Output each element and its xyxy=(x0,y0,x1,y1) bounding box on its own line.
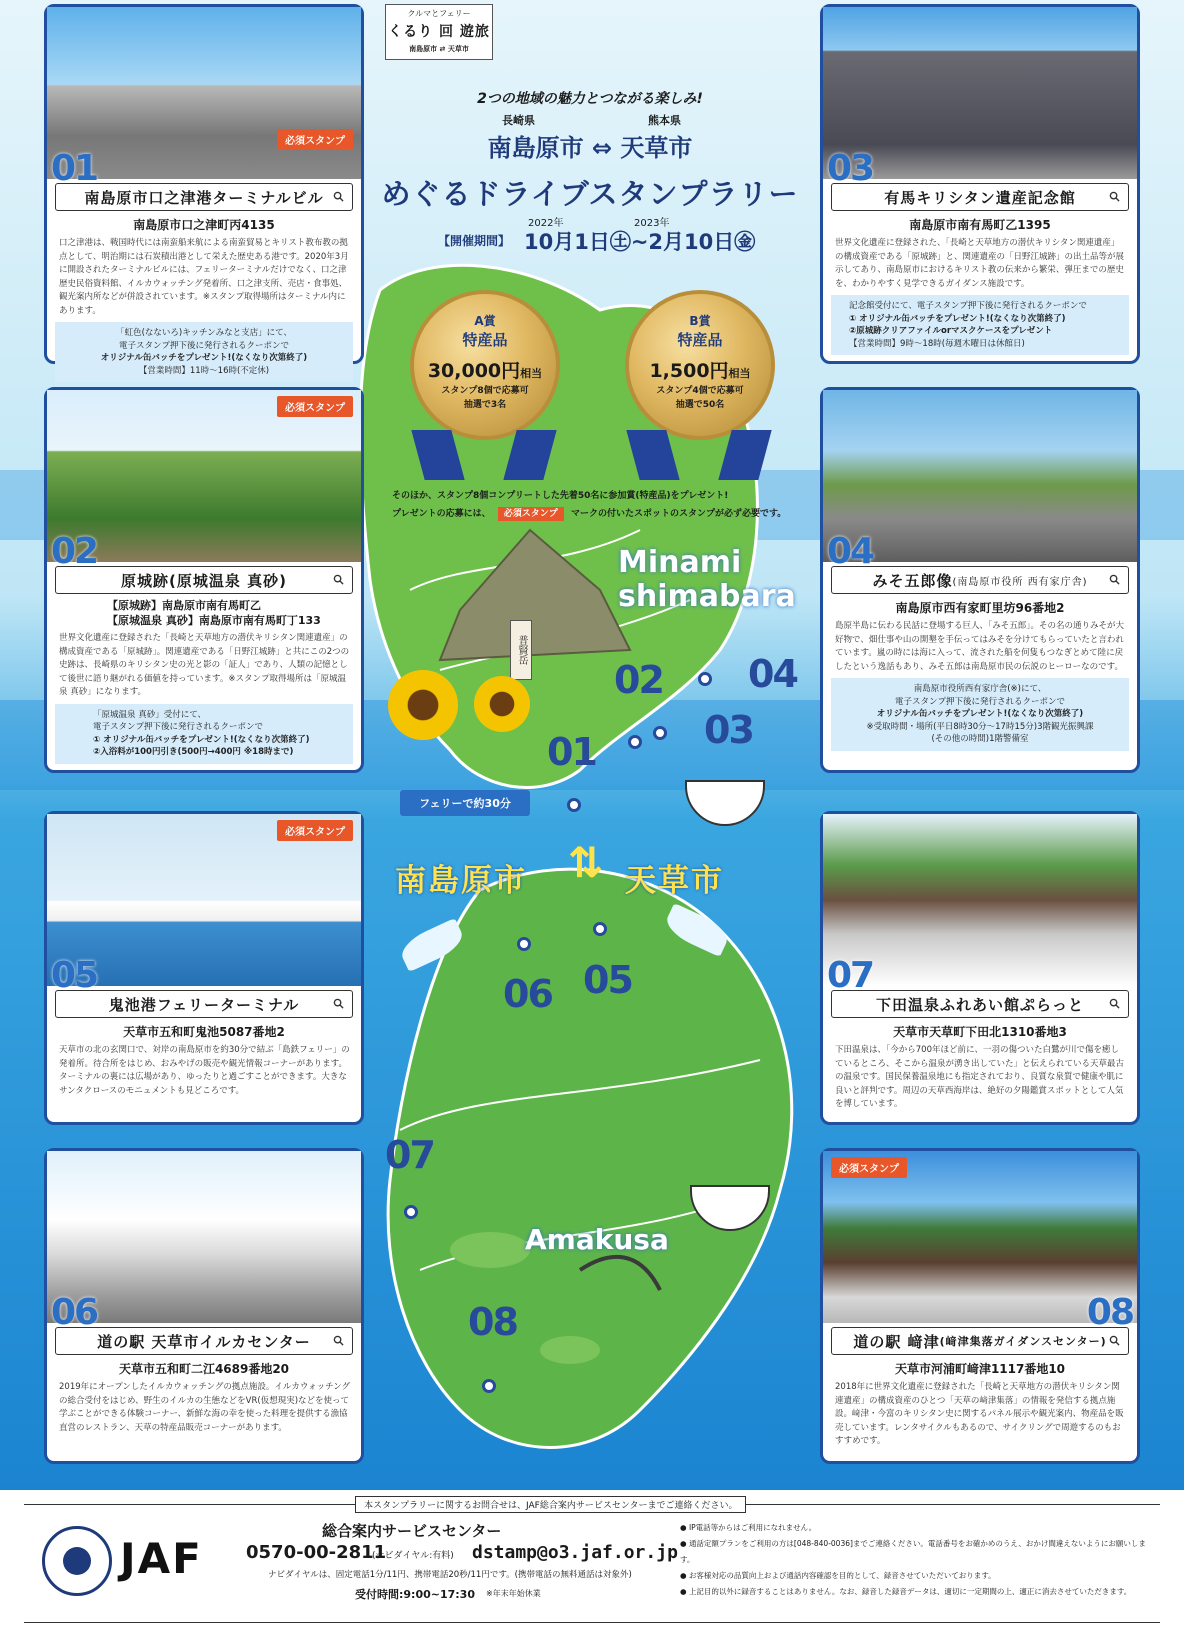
spot-card-02[interactable] xyxy=(44,387,364,773)
note-line-1: そのほか、スタンプ8個コンプリートした先着50名に参加賞(特産品)をプレゼント! xyxy=(392,491,729,501)
coupon-box xyxy=(831,295,1129,355)
map-pin-06[interactable] xyxy=(517,937,531,951)
prize-amount: 1,500円相当 xyxy=(649,360,751,382)
spot-description: 下田温泉は、「今から700年ほど前に、一羽の傷ついた白鷺が川で傷を癒しているところ、そこから温泉が湧き出していた」と伝えられている天草最古の温泉です。国民保養温泉地にも指定されており、良質な泉質で健康や肌に良いと評判です。周辺の天草西海岸は、絶好の夕陽鑑賞スポットとして人気を博しています。 xyxy=(835,1045,1125,1109)
footer-bullet: ● IP電話等からはご利用になれません。 xyxy=(680,1523,817,1532)
event-period: 10月1日㊏~2月10日㊎ xyxy=(524,230,756,254)
search-icon[interactable] xyxy=(333,191,344,202)
map-label-02[interactable]: 02 xyxy=(614,658,663,702)
pref-left: 長崎県 xyxy=(502,114,535,127)
region-label-amakusa: Amakusa xyxy=(525,1223,669,1256)
spot-photo xyxy=(823,1151,1137,1333)
spot-name-text: 鬼池港フェリーターミナル xyxy=(108,995,300,1014)
search-icon[interactable] xyxy=(1109,574,1120,585)
spot-number: 06 xyxy=(51,1292,98,1333)
spot-number: 02 xyxy=(51,531,98,572)
spot-card-07[interactable] xyxy=(820,811,1140,1125)
spot-card-06[interactable] xyxy=(44,1148,364,1464)
mountain-sign: 普賢岳 xyxy=(510,620,532,680)
prize-condition: スタンプ4個で応募可 xyxy=(656,386,744,396)
coupon-line: 【営業時間】9時～18時(毎週木曜日は休館日) xyxy=(849,338,1025,349)
search-icon[interactable] xyxy=(333,574,344,585)
map-pin-05[interactable] xyxy=(593,922,607,936)
footer-notice: 本スタンプラリーに関するお問合せは、JAF総合案内サービスセンターまでご連絡ください。 xyxy=(355,1496,746,1513)
spot-name[interactable] xyxy=(831,183,1129,211)
map-pin-08[interactable] xyxy=(482,1379,496,1393)
coupon-line: 【営業時間】11時～16時(不定休) xyxy=(138,365,270,376)
city-label-amakusa: 天草市 xyxy=(625,863,724,899)
spot-name[interactable] xyxy=(55,566,353,594)
spot-name-sub: (南島原市役所 西有家庁舎) xyxy=(952,576,1088,588)
coupon-line: 電子スタンプ押下後に発行されるクーポンで xyxy=(118,340,289,351)
coupon-line: ②入浴料が100円引き(500円→400円 ※18時まで) xyxy=(93,747,294,757)
spot-name-text: 南島原市口之津港ターミナルビル xyxy=(84,188,324,207)
coupon-line: オリジナル缶バッチをプレゼント!(なくなり次第終了) xyxy=(876,709,1084,719)
map-label-07[interactable]: 07 xyxy=(385,1133,434,1177)
spot-card-05[interactable] xyxy=(44,811,364,1125)
prize-b-medal xyxy=(625,290,775,440)
spot-photo xyxy=(47,814,361,996)
must-stamp-badge: 必須スタンプ xyxy=(277,396,353,417)
map-pin-07[interactable] xyxy=(404,1205,418,1219)
coupon-line: ②原城跡クリアファイルorマスクケースをプレゼント xyxy=(849,326,1053,336)
service-center: 総合案内サービスセンター xyxy=(322,1522,502,1540)
spot-address: 天草市五和町鬼池5087番地2 xyxy=(123,1025,285,1039)
spot-photo xyxy=(47,390,361,572)
exchange-arrows-icon: ⇅ xyxy=(568,838,604,887)
spot-description: 世界文化遺産に登録された、「長崎と天草地方の潜伏キリシタン関連遺産」の構成資産である「原城跡」と、関連遺産の「日野江城跡」の出土品等が展示してあり、南島原市におけるキリスト教の伝来から繁栄、弾圧までの歴史を、わかりやすく見学できるガイダンス施設です。 xyxy=(835,238,1125,289)
fee-note: ナビダイヤルは、固定電話1分/11円、携帯電話20秒/11円です。(携帯電話の無料通話は対象外) xyxy=(268,1570,632,1580)
reception-hours: 受付時間:9:00~17:30 xyxy=(355,1588,475,1601)
coupon-line: 記念館受付にて、電子スタンプ押下後に発行されるクーポンで xyxy=(849,301,1087,311)
spot-name[interactable] xyxy=(55,183,353,211)
spot-card-08[interactable] xyxy=(820,1148,1140,1464)
spot-card-04[interactable] xyxy=(820,387,1140,773)
spot-number: 08 xyxy=(1086,1292,1133,1333)
spot-address: 南島原市口之津町丙4135 xyxy=(133,218,275,232)
prize-label: A賞 xyxy=(474,314,496,328)
spot-name[interactable] xyxy=(55,1327,353,1355)
prize-label: B賞 xyxy=(689,314,711,328)
spot-address: 南島原市西有家町里坊96番地2 xyxy=(895,601,1065,615)
map-label-01[interactable]: 01 xyxy=(547,730,596,774)
pref-right: 熊本県 xyxy=(648,114,681,127)
spot-number: 01 xyxy=(51,148,98,189)
map-pin-01[interactable] xyxy=(567,798,581,812)
spot-address: 【原城跡】南島原市南有馬町乙 xyxy=(107,599,261,612)
search-icon[interactable] xyxy=(333,1335,344,1346)
prize-amount: 30,000円相当 xyxy=(427,360,543,382)
spot-address: 南島原市南有馬町乙1395 xyxy=(909,218,1051,232)
logo-sub-text: 南島原市 ⇄ 天草市 xyxy=(409,45,469,53)
spot-number: 04 xyxy=(827,531,874,572)
footer-bullet: ● お客様対応の品質向上および通話内容確認を目的として、録音させていただいております。 xyxy=(680,1571,996,1580)
must-stamp-badge: 必須スタンプ xyxy=(831,1157,907,1178)
spot-description: 2018年に世界文化遺産に登録された「長崎と天草地方の潜伏キリシタン関連遺産」の構成資産のひとつ「天草の﨑津集落」の情報を発信する拠点施設。﨑津・今富のキリシタン史に関するパネル展示や観光案内、物産品を販売しています。レンタサイクルもあるので、サイクリングで周遊するのもおすすめです。 xyxy=(835,1382,1124,1446)
coupon-line: ① オリジナル缶バッチをプレゼント!(なくなり次第終了) xyxy=(849,313,1066,324)
map-label-05[interactable]: 05 xyxy=(583,958,632,1002)
map-pin-03[interactable] xyxy=(653,726,667,740)
logo-main-text: くるり 回 遊旅 xyxy=(388,24,490,40)
coupon-line: 「原城温泉 真砂」受付にて、 xyxy=(93,709,207,720)
prize-a-medal xyxy=(410,290,560,440)
search-icon[interactable] xyxy=(1109,191,1120,202)
campaign-logo xyxy=(385,4,493,60)
tagline: 2つの地域の魅力とつながる楽しみ! xyxy=(477,91,703,107)
spot-description: 2019年にオープンしたイルカウォッチングの拠点施設。イルカウォッチングの総合受付をはじめ、野生のイルカの生態などをVR(仮想現実)などを使って学ぶことができる体験コーナー、新鮮な海の幸を使った料理を提供する漁協直営のレストラン、天草の特産品販売コーナーがあります。 xyxy=(59,1382,351,1433)
spot-name-text: 有馬キリシタン遺産記念館 xyxy=(884,188,1076,207)
prize-winners: 抽選で3名 xyxy=(463,400,507,410)
spot-photo xyxy=(47,7,361,189)
map-label-06[interactable]: 06 xyxy=(503,972,552,1016)
ferry-route-banner: フェリーで約30分 xyxy=(400,790,530,816)
hours-note: ※年末年始休業 xyxy=(486,1589,541,1598)
footer-bottom-line xyxy=(24,1622,1160,1623)
map-label-04[interactable]: 04 xyxy=(748,652,797,696)
period-label: 【開催期間】 xyxy=(438,234,511,248)
spot-address: 【原城温泉 真砂】南島原市南有馬町丁133 xyxy=(107,614,321,627)
coupon-line: 電子スタンプ押下後に発行されるクーポンで xyxy=(894,696,1065,707)
spot-number: 07 xyxy=(827,955,874,996)
phone-note: (ナビダイヤル:有料) xyxy=(372,1551,454,1561)
spot-name[interactable] xyxy=(55,990,353,1018)
spot-number: 03 xyxy=(827,148,874,189)
coupon-line: 「虹色(なないろ)キッチンみなと支店」にて、 xyxy=(116,328,292,338)
map-label-08[interactable]: 08 xyxy=(468,1300,517,1344)
coupon-line: 南島原市役所西有家庁舎(※)にて、 xyxy=(913,684,1047,694)
spot-description: 世界文化遺産に登録された「長崎と天草地方の潜伏キリシタン関連遺産」の構成資産である「原城跡」。関連遺産である「日野江城跡」と共にこの2つの史跡は、長崎県のキリシタン史の光と影の「証人」であり、人類の記憶として後世に語り継がれる価値を持っています。※スタンプ取得場所は「原城温泉 真砂」になります。 xyxy=(59,633,350,697)
spot-photo xyxy=(823,814,1137,996)
spot-name-text: 下田温泉ふれあい館ぷらっと xyxy=(875,995,1084,1014)
note-text: マークの付いたスポットのスタンプが必ず必要です。 xyxy=(570,509,787,519)
spot-card-01[interactable] xyxy=(44,4,364,376)
prize-winners: 抽選で50名 xyxy=(675,400,725,410)
coupon-line: オリジナル缶バッチをプレゼント!(なくなり次第終了) xyxy=(100,353,308,363)
spot-name-text: 道の駅 天草市イルカセンター xyxy=(97,1332,311,1351)
search-icon[interactable] xyxy=(333,998,344,1009)
spot-address: 天草市天草町下田北1310番地3 xyxy=(893,1025,1067,1039)
coupon-line: ※受取時間・場所(平日8時30分～17時15分)3階観光振興課 xyxy=(866,721,1094,732)
sunflower-icon xyxy=(388,670,458,740)
footer xyxy=(0,1490,1184,1629)
jaf-emblem-icon xyxy=(42,1526,112,1596)
spot-photo xyxy=(823,390,1137,572)
search-icon[interactable] xyxy=(1109,998,1120,1009)
coupon-box xyxy=(55,322,353,382)
coupon-line: (その他の時間)1階警備室 xyxy=(931,734,1029,744)
spot-name[interactable] xyxy=(831,990,1129,1018)
cities-title: 南島原市 ⇔ 天草市 xyxy=(487,134,693,162)
spot-name[interactable] xyxy=(831,566,1129,594)
must-stamp-badge: 必須スタンプ xyxy=(277,820,353,841)
coupon-box xyxy=(831,678,1129,751)
footer-bullet: ● 上記目的以外に録音することはありません。なお、録音した録音データは、適切に一定期間の上、適正に消去させていただきます。 xyxy=(680,1587,1132,1596)
prize-item: 特産品 xyxy=(462,331,508,349)
spot-photo xyxy=(823,7,1137,189)
page-title: めぐるドライブスタンプラリー xyxy=(381,177,799,211)
prize-item: 特産品 xyxy=(677,331,723,349)
logo-top-text: クルマとフェリー xyxy=(407,9,471,18)
spot-name-text: 道の駅 﨑津 xyxy=(853,1332,940,1351)
spot-name-sub: (﨑津集落ガイダンスセンター) xyxy=(939,1335,1107,1348)
map-pin-02[interactable] xyxy=(628,735,642,749)
sunflower-icon xyxy=(474,676,530,732)
spot-address: 天草市五和町二江4689番地20 xyxy=(118,1362,290,1376)
email-address[interactable]: dstamp@o3.jaf.or.jp xyxy=(472,1542,678,1563)
note-line-2 xyxy=(392,506,786,519)
search-icon[interactable] xyxy=(1109,1335,1120,1346)
map-pin-04[interactable] xyxy=(698,672,712,686)
spot-name[interactable] xyxy=(831,1327,1129,1355)
spot-photo xyxy=(47,1151,361,1333)
year-start: 2022年 xyxy=(528,218,564,229)
footer-bullets xyxy=(680,1520,1160,1600)
spot-name-text: みそ五郎像 xyxy=(872,571,953,590)
must-stamp-badge: 必須スタンプ xyxy=(498,507,564,521)
map-label-03[interactable]: 03 xyxy=(704,708,753,752)
spot-name-text: 原城跡(原城温泉 真砂) xyxy=(121,571,287,590)
year-end: 2023年 xyxy=(634,218,670,229)
coupon-box xyxy=(55,704,353,764)
phone-number[interactable]: 0570-00-2811 xyxy=(246,1542,387,1563)
note-text: プレゼントの応募には、 xyxy=(392,509,491,519)
city-label-minamishimabara: 南島原市 xyxy=(395,863,527,899)
coupon-line: ① オリジナル缶バッチをプレゼント!(なくなり次第終了) xyxy=(93,734,310,745)
jaf-logo: JAF xyxy=(120,1534,203,1583)
spot-address: 天草市河浦町﨑津1117番地10 xyxy=(894,1362,1066,1376)
prize-condition: スタンプ8個で応募可 xyxy=(441,386,529,396)
spot-number: 05 xyxy=(51,955,98,996)
must-stamp-badge: 必須スタンプ xyxy=(277,129,353,150)
footer-bullet: ● 通話定額プランをご利用の方は[048-840-0036]までご連絡ください。電話番号をお確かめのうえ、おかけ間違えないようにお願いします。 xyxy=(680,1539,1146,1564)
coupon-line: 電子スタンプ押下後に発行されるクーポンで xyxy=(93,722,264,732)
spot-card-03[interactable] xyxy=(820,4,1140,364)
spot-description: 口之津港は、戦国時代には南蛮船来航による南蛮貿易とキリスト教布教の拠点として、明治期には石炭積出港として栄えた歴史ある港です。2020年3月に開設されたターミナルビルには、フェリーターミナルだけでなく、口之津歴史民俗資料館、イルカウォッチング発着所、口之津支所、売店・食事処、観光案内所などが併設されています。※スタンプ取得場所はターミナル内にあります。 xyxy=(59,238,349,316)
region-label-minami-shimabara: Minami shimabara xyxy=(618,545,796,614)
spot-description: 島原半島に伝わる民話に登場する巨人、「みそ五郎」。その名の通りみそが大好物で、畑仕事や山の開墾を手伝ってはみそを分けてもらっていたと言われています。嵐の時には海に入って、流された船を何隻もつなぎとめて陸に戻したという逸話もあり、みそ五郎は南島原市民の伝説のヒーローなのです。 xyxy=(835,621,1125,672)
spot-description: 天草市の北の玄関口で、対岸の南島原市を約30分で結ぶ「島鉄フェリー」の発着所。待合所をはじめ、おみやげの販売や観光情報コーナーがあります。ターミナルの裏には広場があり、ゆったりと過ごすことができます。大きなサンタクロースのモニュメントも見どころです。 xyxy=(59,1045,350,1096)
